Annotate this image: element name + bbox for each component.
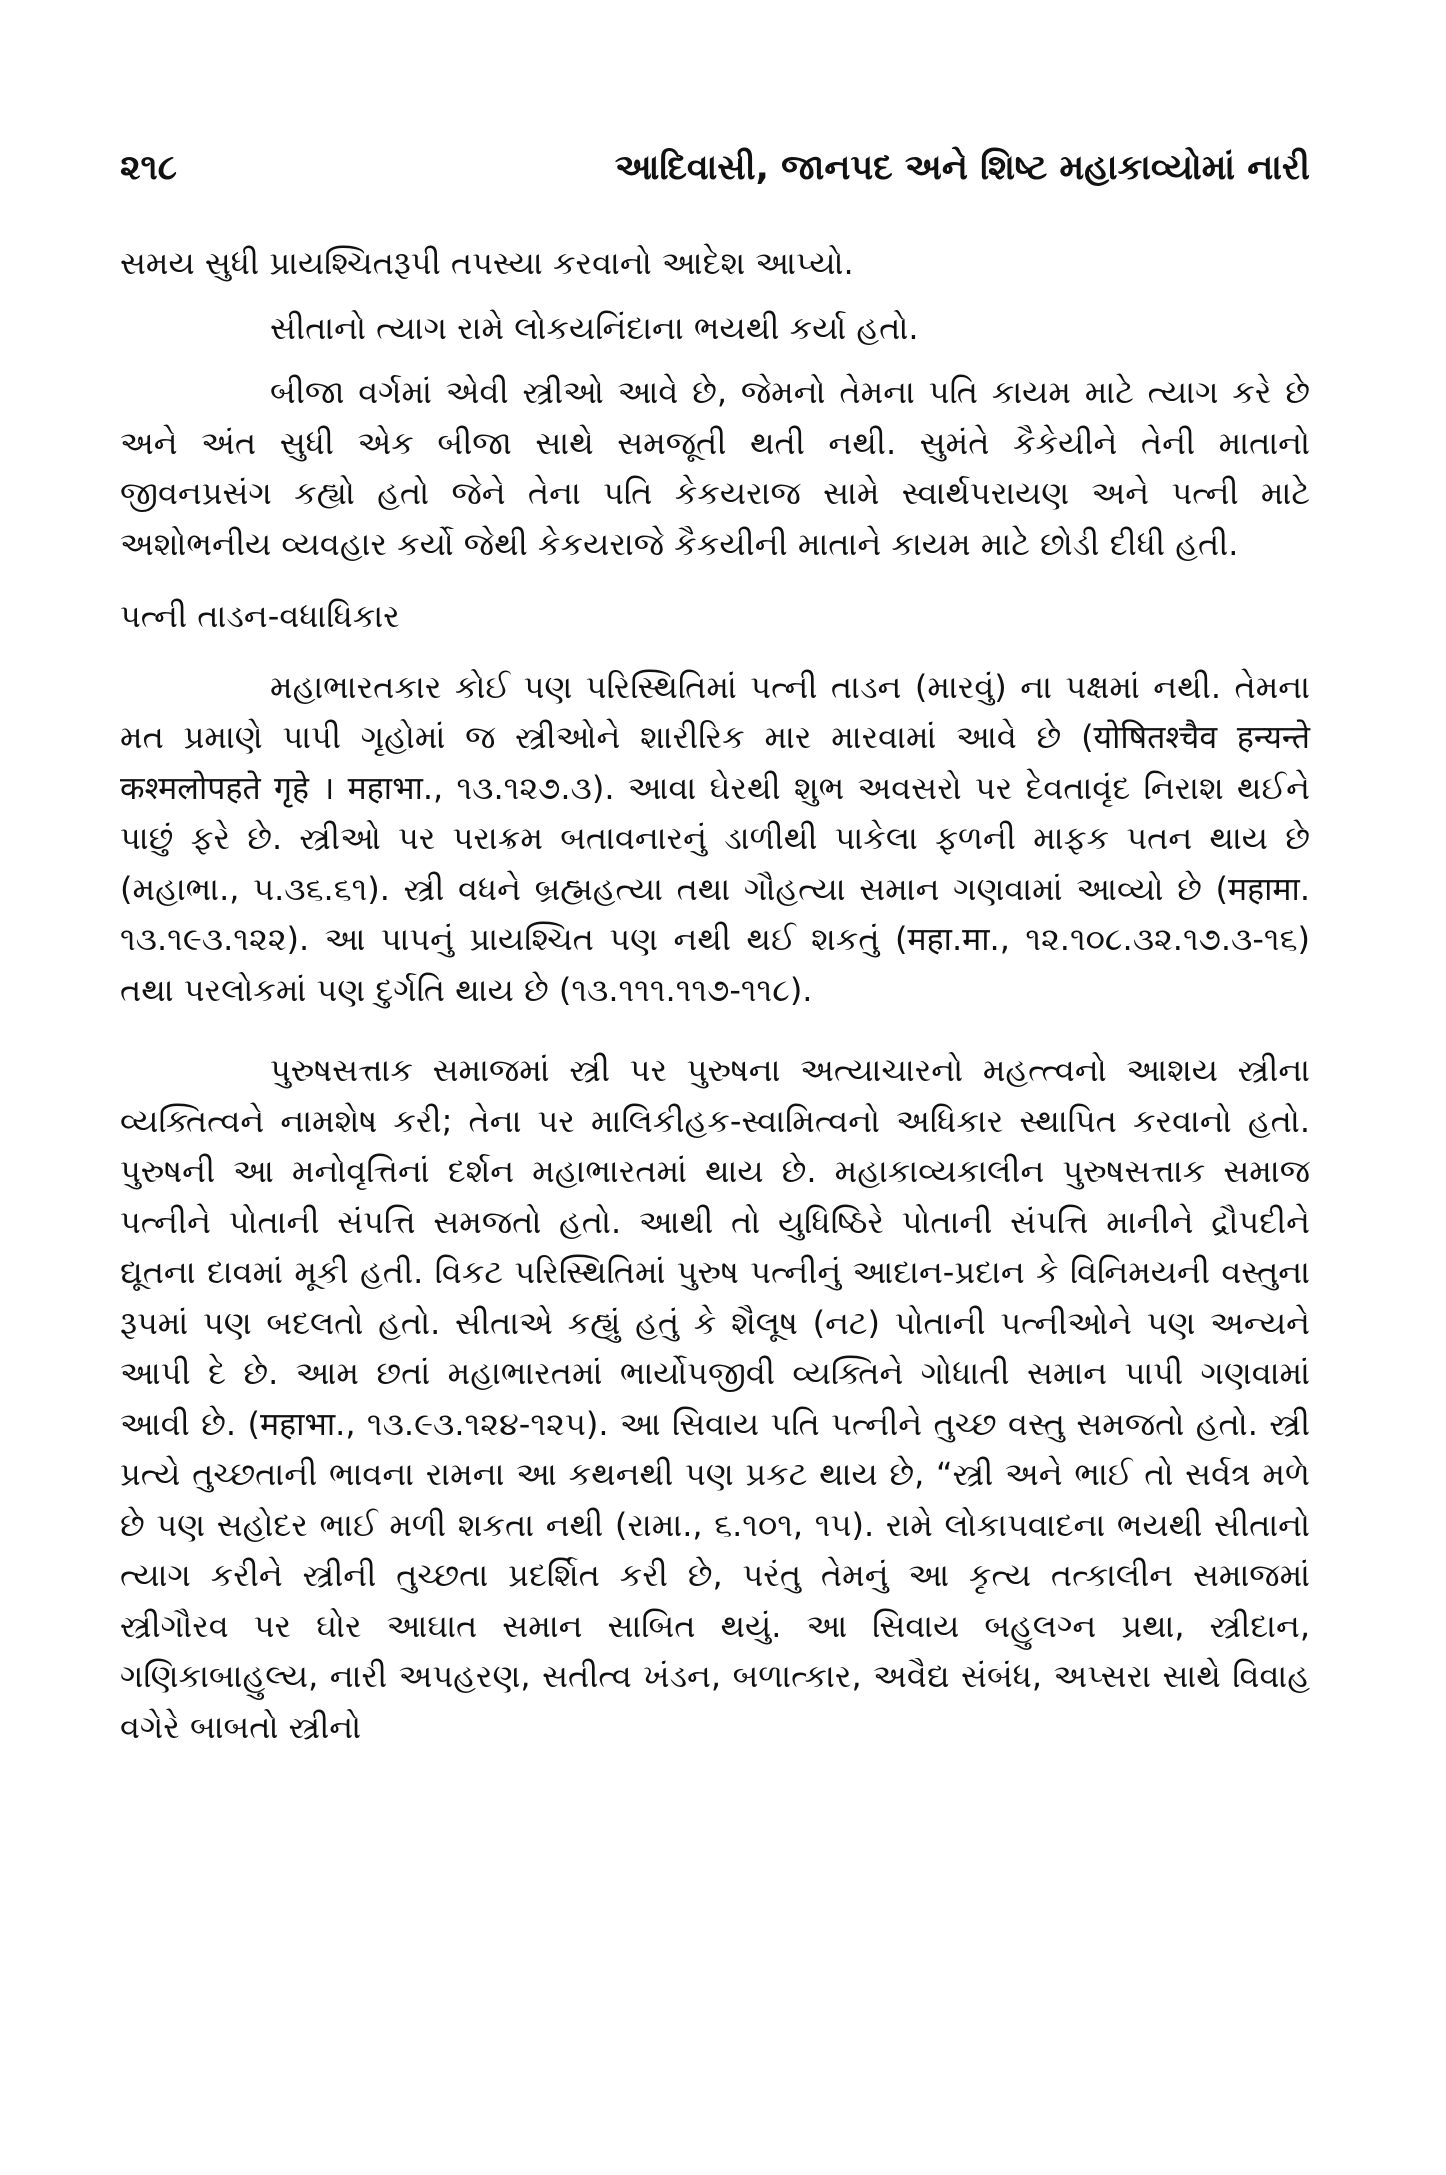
paragraph-wife-beating: મહાભારતકાર કોઈ પણ પરિસ્થિતિમાં પત્ની તાડન (મારવું) ના પક્ષમાં નથી. તેમના મત પ્રમાણે પાપી ગૃહોમાં જ સ્ત્રીઓને શારીરિક માર મારવામાં આવે છે (योषितश्चैव हन्यन्ते कश्मलोपहते गृहे । महाभा., ૧૩.૧૨૭.૩). આવા ઘેરથી શુભ અવસરો પર દેવતાવૃંદ નિરાશ થઈને પાછું ફરે છે. સ્ત્રીઓ પર પરાક્રમ બતાવનારનું ડાળીથી પાકેલા ફળની માફક પતન થાય છે (મહાભા., ૫.૩૬.૬૧). સ્ત્રી વધને બ્રહ્મહત્યા તથા ગૌહત્યા સમાન ગણવામાં આવ્યો છે (महामा. ૧૩.૧૯૩.૧૨૨). આ પાપનું પ્રાયશ્ચિત પણ નથી થઈ શકતું (महा.मा., ૧૨.૧૦૮.૩૨.૧૭.૩-૧૬) તથા પરલોકમાં પણ દુર્ગતિ થાય છે (૧૩.૧૧૧.૧૧૭-૧૧૮). — [120, 667, 1310, 1009]
paragraph-second-category: બીજા વર્ગમાં એવી સ્ત્રીઓ આવે છે, જેમનો તેમના પતિ કાયમ માટે ત્યાગ કરે છે અને અંત સુધી એક બીજા સાથે સમજૂતી થતી નથી. સુમંતે કૈકેયીને તેની માતાનો જીવનપ્રસંગ કહ્યો હતો જેને તેના પતિ કેકયરાજ સામે સ્વાર્થપરાયણ અને પત્ની માટે અશોભનીય વ્યવહાર કર્યો જેથી કેકયરાજે કૈકયીની માતાને કાયમ માટે છોડી દીધી હતી. — [120, 373, 1310, 563]
page-header — [120, 138, 1310, 198]
page-body — [120, 238, 1310, 1752]
running-title: આદિવાસી, જાનપદ અને શિષ્ટ મહાકાવ્યોમાં નારી — [614, 148, 1310, 188]
page-number: ૨૧૮ — [120, 148, 177, 188]
paragraph-sita-renunciation: સીતાનો ત્યાગ રામે લોકયનિંદાના ભયથી કર્યા હતો. — [270, 308, 919, 347]
paragraph-patriarchy: પુરુષસત્તાક સમાજમાં સ્ત્રી પર પુરુષના અત્યાચારનો મહત્ત્વનો આશય સ્ત્રીના વ્યક્તિત્વને નામશેષ કરી; તેના પર માલિકીહક-સ્વામિત્વનો અધિકાર સ્થાપિત કરવાનો હતો. પુરુષની આ મનોવૃત્તિનાં દર્શન મહાભારતમાં થાય છે. મહાકાવ્યકાલીન પુરુષસત્તાક સમાજ પત્નીને પોતાની સંપત્તિ સમજતો હતો. આથી તો યુધિષ્ઠિરે પોતાની સંપત્તિ માનીને દ્રૌપદીને દ્યૂતના દાવમાં મૂકી હતી. વિકટ પરિસ્થિતિમાં પુરુષ પત્નીનું આદાન-પ્રદાન કે વિનિમયની વસ્તુના રૂપમાં પણ બદલતો હતો. સીતાએ કહ્યું હતું કે શૈલૂષ (નટ) પોતાની પત્નીઓને પણ અન્યને આપી દે છે. આમ છતાં મહાભારતમાં ભાર્યોપજીવી વ્યક્તિને ગોધાતી સમાન પાપી ગણવામાં આવી છે. (महाभा., ૧૩.૯૩.૧૨૪-૧૨૫). આ સિવાય પતિ પત્નીને તુચ્છ વસ્તુ સમજતો હતો. સ્ત્રી પ્રત્યે તુચ્છતાની ભાવના રામના આ કથનથી પણ પ્રકટ થાય છે, “સ્ત્રી અને ભાઈ તો સર્વત્ર મળે છે પણ સહોદર ભાઈ મળી શકતા નથી (રામા., ૬.૧૦૧, ૧૫). રામે લોકાપવાદના ભયથી સીતાનો ત્યાગ કરીને સ્ત્રીની તુચ્છતા પ્રદર્શિત કરી છે, પરંતુ તેમનું આ કૃત્ય તત્કાલીન સમાજમાં સ્ત્રીગૌરવ પર ઘોર આઘાત સમાન સાબિત થયું. આ સિવાય બહુલગ્ન પ્રથા, સ્ત્રીદાન, ગણિકાબાહુલ્ય, નારી અપહરણ, સતીત્વ ખંડન, બળાત્કાર, અવૈદ્ય સંબંધ, અપ્સરા સાથે વિવાહ વગેરે બાબતો સ્ત્રીનો — [120, 1051, 1310, 1746]
paragraph-continuation: સમય સુધી પ્રાયશ્ચિતરૂપી તપસ્યા કરવાનો આદેશ આપ્યો. — [120, 244, 854, 282]
section-heading: પત્ની તાડન-વધાધિકાર — [120, 597, 400, 635]
